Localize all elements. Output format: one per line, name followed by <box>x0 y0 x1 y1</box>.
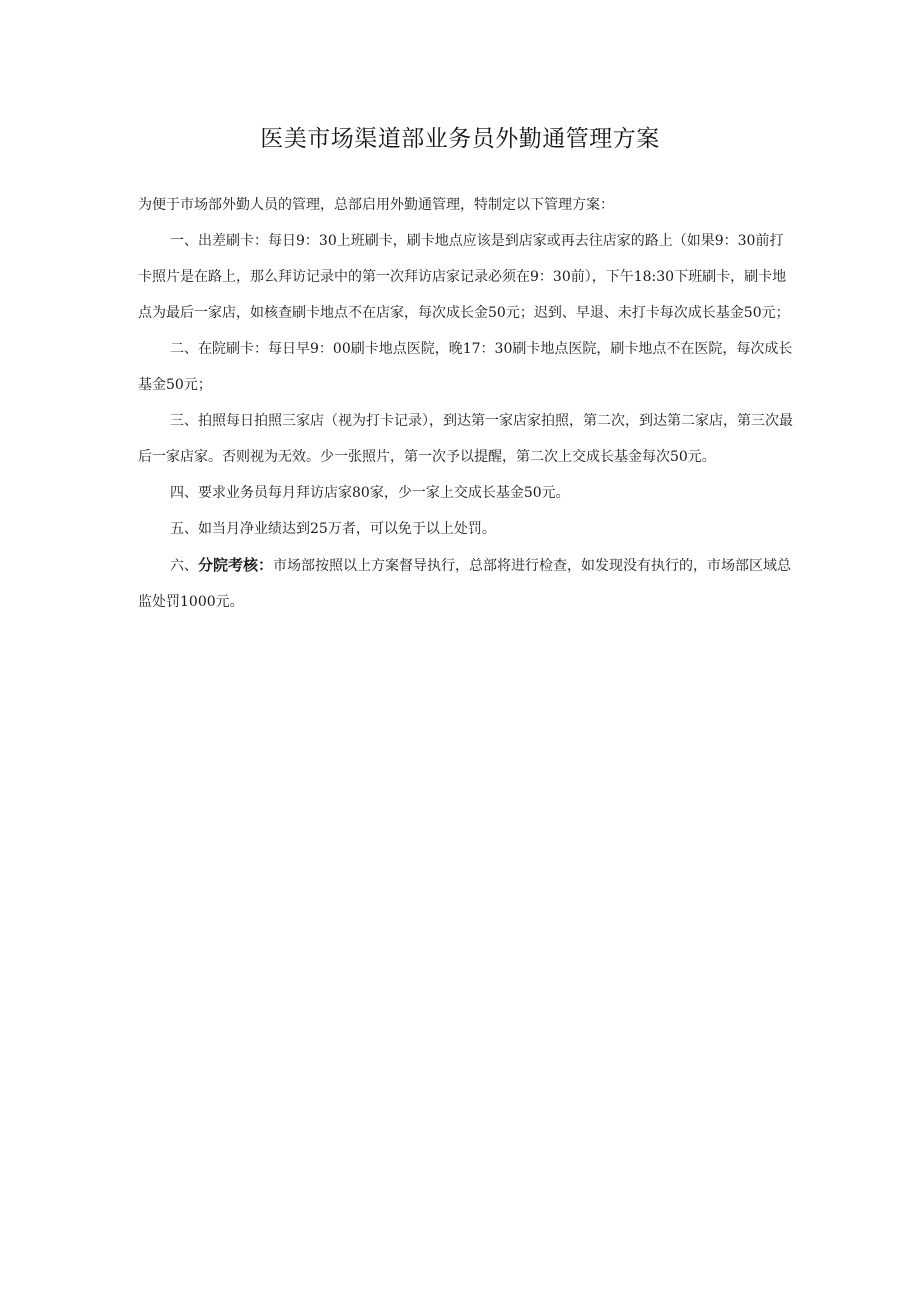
document-body <box>138 187 796 620</box>
rule-item-6-prefix: 六、 <box>170 558 198 574</box>
rule-item-1: 一、出差刷卡：每日9：30上班刷卡，刷卡地点应该是到店家或再去往店家的路上（如果9：30前打卡照片是在路上，那么拜访记录中的第一次拜访店家记录必须在9：30前），下午18:30下班刷卡，刷卡地点为最后一家店，如核查刷卡地点不在店家，每次成长金50元；迟到、早退、未打卡每次成长基金50元； <box>138 233 790 321</box>
rule-item-2: 二、在院刷卡：每日早9：00刷卡地点医院，晚17：30刷卡地点医院，刷卡地点不在医院，每次成长基金50元； <box>138 341 793 393</box>
rule-item-3: 三、拍照每日拍照三家店（视为打卡记录），到达第一家店家拍照，第二次，到达第二家店，第三次最后一家店家。否则视为无效。少一张照片，第一次予以提醒，第二次上交成长基金每次50元。 <box>138 413 793 465</box>
rule-item-6 <box>138 547 796 620</box>
rule-item-6-label: 分院考核： <box>198 556 274 574</box>
intro-paragraph: 为便于市场部外勤人员的管理，总部启用外勤通管理，特制定以下管理方案： <box>138 197 614 213</box>
rule-item-6-text: 市场部按照以上方案督导执行，总部将进行检查，如发现没有执行的，市场部区域总监处罚1000元。 <box>138 558 792 610</box>
rule-item-4: 四、要求业务员每月拜访店家80家，少一家上交成长基金50元。 <box>170 485 570 501</box>
rule-item-5: 五、如当月净业绩达到25万者，可以免于以上处罚。 <box>170 521 496 537</box>
document-title: 医美市场渠道部业务员外勤通管理方案 <box>260 126 660 152</box>
